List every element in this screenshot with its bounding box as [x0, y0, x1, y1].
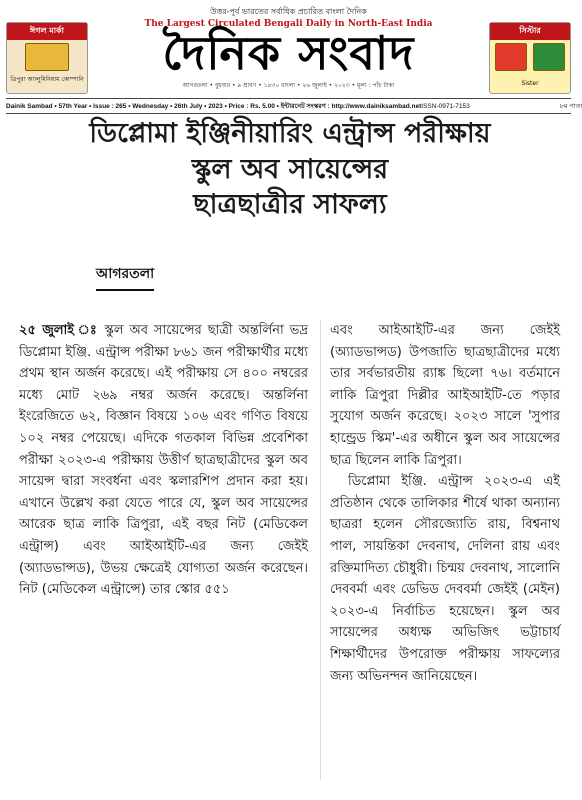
issue-details: Dainik Sambad • 57th Year • Issue : 265 • Wednesday • 26th July • 2023 • Price : Rs. 5.00 • ইন্টারনেট সংস্করণ : http://www.dainiksambad.net: [6, 102, 422, 110]
article-column-right: [330, 320, 560, 790]
article-headline: [18, 116, 562, 271]
tagline-english: The Largest Circulated Bengali Daily in North-East India: [144, 19, 433, 29]
advertisement-right[interactable]: [489, 22, 571, 94]
column-divider: [320, 320, 321, 780]
newspaper-logo: দৈনিক সংবাদ: [162, 26, 415, 80]
ad-left-title: ঈগল মার্কা: [7, 23, 87, 40]
masthead: [0, 0, 577, 100]
article-paragraph: ডিপ্লোমা ইঞ্জি. এন্ট্রান্স ২০২৩-এ এই প্রতিষ্ঠান থেকে তালিকার শীর্ষে থাকা অন্যান্য ছাত্ররা হলেন সৌরজ্যোতি রায়, বিশ্বনাথ পাল, সায়ন্তিকা দেবনাথ, দেলিনা রায় এবং রক্তিমাদিত্য চৌধুরী। চিন্ময় দেবনাথ, সালোনি দেববর্মা এবং ডেভিড দেববর্মা জেইই (মেইন) ২০২৩-এ নির্বাচিত হয়েছেন। স্কুল অব সায়েন্সের অধ্যক্ষ অভিজিৎ ভট্টাচার্য শিক্ষার্থীদের উপরোক্ত পরীক্ষায় সাফল্যের জন্য অভিনন্দন জানিয়েছেন।: [330, 474, 560, 684]
article-column-left: [19, 320, 308, 790]
article-paragraph: [19, 320, 308, 601]
product-pack-icon: [533, 43, 565, 71]
issue-info-bar: [6, 98, 582, 114]
article-text: স্কুল অব সায়েন্সের ছাত্রী অন্তর্লিনা ভদ্র ডিপ্লোমা ইঞ্জি. এন্ট্রান্স পরীক্ষা ৮৬১ জন পরীক্ষার্থীর মধ্যে প্রথম স্থান অর্জন করেছে। এই পরীক্ষায় সে ৪০০ নম্বরের মধ্যে মোট ২৬৯ নম্বর অর্জন করেছে। অন্তর্লিনা ইংরেজিতে ৬২, বিজ্ঞান বিষয়ে ১০৬ এবং গণিত বিষয়ে ১০২ নম্বর পেয়েছে। এদিকে গতকাল বিভিন্ন প্রবেশিকা পরীক্ষা ২০২৩-এ পরীক্ষায় উত্তীর্ণ ছাত্রছাত্রীদের স্কুল অব সায়েন্স দ্বারা সংবর্ধনা এবং স্কলারশিপ প্রদান করা হয়। এখানে উল্লেখ করা যেতে পারে যে, স্কুল অব সায়েন্সের আরেক ছাত্র লাকি ত্রিপুরা, এই বছর নিট (মেডিকেল এন্ট্রান্স) এবং আইআইটি-এর জন্য জেইই (অ্যাডভান্সড), উভয় ক্ষেত্রেই যোগ্যতা অর্জন করেছেন। নিট (মেডিকেল এন্ট্রান্সে) তার স্কোর ৫৫১: [19, 323, 308, 598]
article-date: ২৫ জুলাই ঃ: [19, 323, 99, 338]
ad-right-title: সিস্টার: [490, 23, 570, 40]
page-number: ৮ম পাতা: [559, 102, 582, 110]
article-place: আগরতলা: [96, 262, 154, 291]
ad-left-text: ত্রিপুরা অ্যালুমিনিয়াম কোম্পানি: [10, 76, 84, 83]
headline-line: স্কুল অব সায়েন্সের: [191, 153, 389, 185]
issn-number: ISSN-0971-7153: [421, 102, 470, 110]
article-paragraph: এবং আইআইটি-এর জন্য জেইই (অ্যাডভান্সড) উপজাতি ছাত্রছাত্রীদের মধ্যে তার সর্বভারতীয় র‍্যাঙ্ক ছিলো ৭৬। বর্তমানে লাকি ত্রিপুরা দিল্লীর আইআইটি-তে পড়ার সুযোগ অর্জন করেছে। ২০২৩ সালে 'সুপার হান্ড্রেড স্কিম'-এর অধীনে স্কুল অব সায়েন্সের ছাত্র ছিলেন লাকি ত্রিপুরা।: [330, 323, 560, 468]
ad-right-text: Sister: [521, 80, 539, 87]
masthead-dateline: আগরতলা • বুধবার • ৯ শ্রাবণ • ১৪৩০ বাংলা • ২৬ জুলাই • ২০২৩ • মূল্য : পাঁচ টাকা: [182, 82, 395, 89]
product-pack-icon: [495, 43, 527, 71]
headline-line: ছাত্রছাত্রীর সাফল্য: [193, 189, 387, 221]
headline-line: ডিপ্লোমা ইঞ্জিনীয়ারিং এন্ট্রান্স পরীক্ষায়: [89, 118, 491, 149]
tagline-bengali: উত্তর-পূর্ব ভারতের সর্বাধিক প্রচারিত বাংলা দৈনিক: [210, 7, 367, 16]
